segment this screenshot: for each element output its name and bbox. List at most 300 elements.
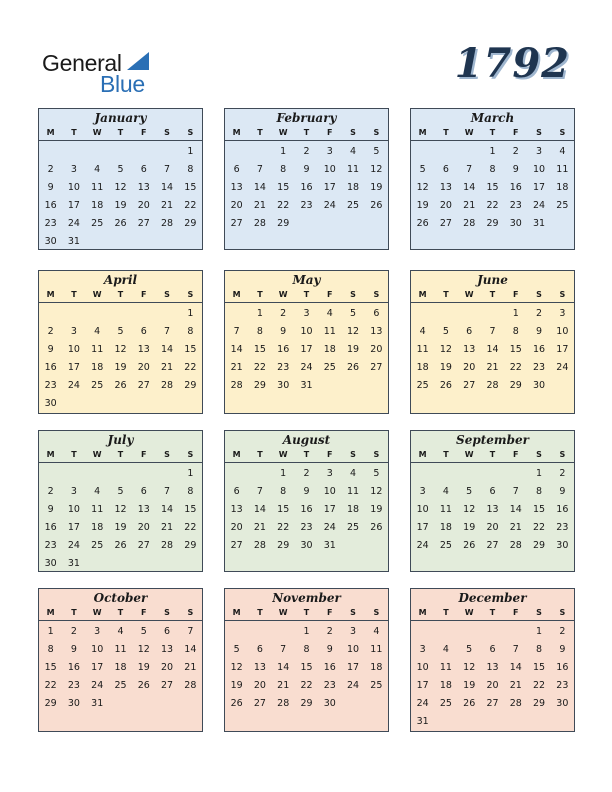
day-blank [434, 623, 457, 641]
day-cell: 2 [47, 326, 54, 337]
day-cell: 2 [70, 626, 77, 637]
day-cell: 4 [442, 486, 449, 497]
day-cell: 15 [44, 662, 57, 673]
day-cell: 7 [164, 164, 171, 175]
day-cell: 8 [187, 164, 194, 175]
day-cell: 19 [114, 362, 127, 373]
day-cell: 18 [439, 522, 452, 533]
day-cell: 3 [326, 146, 333, 157]
day-cell: 22 [184, 522, 197, 533]
day-cell: 30 [556, 540, 569, 551]
day-cell: 27 [230, 218, 243, 229]
day-cell: 17 [556, 344, 569, 355]
day-cell: 17 [323, 504, 336, 515]
weekday-label: T [257, 608, 263, 617]
day-cell: 23 [509, 200, 522, 211]
day-cell: 16 [556, 504, 569, 515]
weekday-label: F [141, 450, 147, 459]
day-blank [411, 305, 434, 323]
day-cell: 17 [416, 522, 429, 533]
weekday-header-row [225, 606, 388, 621]
day-cell: 16 [300, 182, 313, 193]
day-cell: 26 [114, 218, 127, 229]
day-cell: 20 [230, 200, 243, 211]
day-blank [458, 623, 481, 641]
day-grid [225, 463, 388, 555]
day-blank [248, 623, 271, 641]
brand-triangle-icon [127, 52, 149, 70]
day-cell: 15 [509, 344, 522, 355]
month-title: August [282, 433, 331, 447]
weekday-label: M [46, 608, 55, 617]
day-cell: 29 [184, 380, 197, 391]
weekday-label: F [327, 128, 333, 137]
day-cell: 29 [44, 698, 57, 709]
day-cell: 25 [91, 540, 104, 551]
day-cell: 3 [70, 326, 77, 337]
day-cell: 20 [137, 200, 150, 211]
day-cell: 24 [323, 200, 336, 211]
weekday-label: T [489, 290, 496, 299]
day-cell: 16 [44, 200, 57, 211]
day-cell: 13 [230, 182, 243, 193]
day-cell: 15 [300, 662, 313, 673]
day-blank [39, 305, 62, 323]
weekday-label: S [559, 290, 566, 299]
weekday-label: T [117, 608, 124, 617]
day-cell: 9 [47, 182, 54, 193]
day-cell: 12 [114, 344, 127, 355]
weekday-label: S [187, 290, 194, 299]
day-cell: 18 [91, 522, 104, 533]
day-cell: 12 [416, 182, 429, 193]
day-cell: 31 [67, 236, 80, 247]
weekday-label: T [71, 128, 77, 137]
day-cell: 4 [350, 146, 357, 157]
weekday-label: T [71, 290, 77, 299]
day-grid [39, 621, 202, 713]
day-cell: 18 [370, 662, 383, 673]
day-cell: 8 [256, 326, 263, 337]
weekday-label: W [464, 450, 474, 459]
day-cell: 28 [253, 540, 266, 551]
day-cell: 29 [486, 218, 499, 229]
weekday-label: S [536, 128, 542, 137]
day-cell: 29 [300, 698, 313, 709]
day-cell: 5 [373, 468, 380, 479]
day-cell: 28 [253, 218, 266, 229]
weekday-label: S [559, 608, 566, 617]
day-cell: 19 [114, 522, 127, 533]
day-cell: 30 [509, 218, 522, 229]
day-cell: 25 [347, 522, 360, 533]
day-cell: 16 [67, 662, 80, 673]
day-cell: 3 [419, 486, 426, 497]
day-blank [62, 465, 85, 483]
weekday-label: M [232, 450, 241, 459]
day-blank [109, 305, 132, 323]
day-cell: 13 [161, 644, 174, 655]
day-cell: 24 [347, 680, 360, 691]
day-cell: 19 [114, 200, 127, 211]
weekday-label: T [257, 128, 263, 137]
day-cell: 31 [91, 698, 104, 709]
day-cell: 16 [300, 504, 313, 515]
day-cell: 26 [416, 218, 429, 229]
day-cell: 21 [161, 200, 174, 211]
day-cell: 13 [463, 344, 476, 355]
day-cell: 4 [373, 626, 380, 637]
day-cell: 12 [370, 486, 383, 497]
day-cell: 27 [230, 540, 243, 551]
day-cell: 12 [463, 504, 476, 515]
day-cell: 26 [463, 540, 476, 551]
day-cell: 29 [509, 380, 522, 391]
day-cell: 25 [91, 380, 104, 391]
day-cell: 28 [161, 380, 174, 391]
day-grid [411, 141, 574, 233]
day-cell: 12 [230, 662, 243, 673]
weekday-label: S [373, 290, 380, 299]
day-cell: 24 [67, 540, 80, 551]
day-cell: 5 [350, 308, 357, 319]
weekday-label: S [164, 450, 170, 459]
day-cell: 11 [91, 504, 104, 515]
day-cell: 27 [137, 540, 150, 551]
day-cell: 21 [161, 522, 174, 533]
day-cell: 21 [161, 362, 174, 373]
day-cell: 16 [277, 344, 290, 355]
day-cell: 25 [347, 200, 360, 211]
day-grid [411, 621, 574, 731]
day-cell: 19 [416, 200, 429, 211]
day-cell: 5 [466, 486, 473, 497]
day-cell: 9 [47, 504, 54, 515]
day-cell: 6 [466, 326, 473, 337]
day-cell: 27 [486, 540, 499, 551]
weekday-header-row [225, 288, 388, 303]
day-cell: 13 [486, 504, 499, 515]
day-cell: 22 [44, 680, 57, 691]
day-cell: 23 [67, 680, 80, 691]
month-panel-february [224, 108, 389, 250]
day-cell: 15 [486, 182, 499, 193]
day-cell: 23 [556, 522, 569, 533]
day-cell: 6 [489, 644, 496, 655]
day-cell: 14 [486, 344, 499, 355]
day-cell: 19 [463, 680, 476, 691]
day-cell: 14 [509, 504, 522, 515]
day-blank [109, 465, 132, 483]
day-cell: 9 [512, 164, 519, 175]
day-cell: 10 [300, 326, 313, 337]
weekday-header-row [411, 288, 574, 303]
day-cell: 16 [44, 362, 57, 373]
day-cell: 24 [67, 218, 80, 229]
weekday-header-row [411, 126, 574, 141]
day-cell: 27 [137, 380, 150, 391]
day-cell: 20 [253, 680, 266, 691]
day-cell: 3 [326, 468, 333, 479]
weekday-label: M [418, 608, 427, 617]
day-cell: 19 [230, 680, 243, 691]
day-cell: 1 [536, 626, 543, 637]
weekday-header-row [39, 126, 202, 141]
day-cell: 13 [370, 326, 383, 337]
day-cell: 10 [67, 344, 80, 355]
weekday-label: M [232, 290, 241, 299]
day-cell: 15 [277, 504, 290, 515]
day-cell: 14 [161, 182, 174, 193]
weekday-label: W [92, 450, 102, 459]
day-cell: 27 [439, 218, 452, 229]
day-cell: 18 [347, 182, 360, 193]
month-panel-december [410, 588, 575, 732]
weekday-label: F [327, 290, 333, 299]
day-blank [86, 305, 109, 323]
weekday-label: S [187, 608, 194, 617]
day-cell: 14 [253, 182, 266, 193]
day-cell: 31 [300, 380, 313, 391]
day-grid [225, 621, 388, 713]
weekday-label: T [257, 290, 263, 299]
weekday-label: W [92, 128, 102, 137]
day-cell: 6 [233, 164, 240, 175]
month-title: September [456, 433, 529, 447]
day-cell: 21 [184, 662, 197, 673]
weekday-label: W [464, 290, 474, 299]
day-cell: 29 [184, 540, 197, 551]
day-cell: 2 [536, 308, 543, 319]
day-cell: 11 [439, 662, 452, 673]
day-cell: 1 [280, 146, 287, 157]
month-title: January [94, 111, 147, 125]
day-cell: 31 [67, 558, 80, 569]
day-cell: 3 [70, 486, 77, 497]
weekday-label: F [513, 128, 519, 137]
day-blank [155, 465, 178, 483]
day-cell: 30 [67, 698, 80, 709]
day-cell: 14 [161, 344, 174, 355]
weekday-label: S [350, 290, 356, 299]
day-blank [458, 465, 481, 483]
day-cell: 2 [512, 146, 519, 157]
day-cell: 1 [512, 308, 519, 319]
month-title: December [458, 591, 527, 605]
day-cell: 27 [137, 218, 150, 229]
day-cell: 21 [253, 200, 266, 211]
day-cell: 11 [439, 504, 452, 515]
day-cell: 28 [463, 218, 476, 229]
day-cell: 8 [280, 486, 287, 497]
day-cell: 27 [486, 698, 499, 709]
day-cell: 24 [323, 522, 336, 533]
weekday-label: M [46, 450, 55, 459]
brand-logo [42, 46, 172, 96]
day-cell: 13 [137, 504, 150, 515]
day-blank [504, 623, 527, 641]
day-cell: 15 [277, 182, 290, 193]
day-cell: 17 [416, 680, 429, 691]
day-cell: 19 [347, 344, 360, 355]
day-cell: 20 [161, 662, 174, 673]
day-cell: 15 [184, 504, 197, 515]
day-cell: 5 [117, 164, 124, 175]
day-cell: 12 [370, 164, 383, 175]
weekday-label: W [278, 128, 288, 137]
day-cell: 12 [463, 662, 476, 673]
day-cell: 22 [184, 362, 197, 373]
day-cell: 17 [300, 344, 313, 355]
day-cell: 1 [187, 146, 194, 157]
day-cell: 7 [233, 326, 240, 337]
weekday-label: M [232, 128, 241, 137]
day-cell: 19 [370, 182, 383, 193]
weekday-label: S [164, 128, 170, 137]
weekday-label: T [489, 608, 496, 617]
day-cell: 14 [253, 504, 266, 515]
day-cell: 13 [137, 182, 150, 193]
weekday-label: T [489, 128, 496, 137]
day-cell: 11 [323, 326, 336, 337]
day-cell: 29 [533, 698, 546, 709]
month-panel-january [38, 108, 203, 250]
weekday-label: S [164, 608, 170, 617]
weekday-label: F [141, 290, 147, 299]
weekday-label: T [117, 450, 124, 459]
day-cell: 26 [370, 200, 383, 211]
day-cell: 15 [184, 182, 197, 193]
day-cell: 26 [230, 698, 243, 709]
day-cell: 10 [67, 504, 80, 515]
day-cell: 8 [489, 164, 496, 175]
day-cell: 28 [277, 698, 290, 709]
brand-name-blue: Blue [100, 71, 145, 97]
day-cell: 10 [556, 326, 569, 337]
month-title: October [93, 591, 148, 605]
day-cell: 15 [184, 344, 197, 355]
day-cell: 9 [536, 326, 543, 337]
day-cell: 5 [117, 326, 124, 337]
day-cell: 3 [350, 626, 357, 637]
day-cell: 4 [94, 326, 101, 337]
day-cell: 25 [91, 218, 104, 229]
day-cell: 10 [67, 182, 80, 193]
day-cell: 9 [47, 344, 54, 355]
day-cell: 8 [187, 486, 194, 497]
month-panel-june [410, 270, 575, 414]
day-cell: 14 [509, 662, 522, 673]
day-cell: 29 [533, 540, 546, 551]
day-cell: 13 [137, 344, 150, 355]
weekday-label: W [92, 290, 102, 299]
weekday-label: T [443, 608, 449, 617]
day-cell: 8 [47, 644, 54, 655]
day-cell: 9 [326, 644, 333, 655]
day-cell: 1 [303, 626, 310, 637]
day-cell: 2 [326, 626, 333, 637]
weekday-label: T [303, 290, 310, 299]
day-cell: 13 [253, 662, 266, 673]
day-cell: 12 [137, 644, 150, 655]
day-cell: 22 [300, 680, 313, 691]
day-cell: 2 [559, 468, 566, 479]
weekday-label: S [350, 128, 356, 137]
weekday-label: S [187, 450, 194, 459]
day-cell: 18 [416, 362, 429, 373]
day-blank [132, 465, 155, 483]
day-cell: 24 [91, 680, 104, 691]
day-cell: 4 [350, 468, 357, 479]
day-cell: 6 [373, 308, 380, 319]
day-cell: 28 [486, 380, 499, 391]
day-cell: 4 [442, 644, 449, 655]
day-cell: 6 [233, 486, 240, 497]
weekday-label: T [71, 450, 77, 459]
day-cell: 9 [70, 644, 77, 655]
day-cell: 13 [439, 182, 452, 193]
day-cell: 18 [91, 200, 104, 211]
day-blank [248, 143, 271, 161]
weekday-label: T [117, 128, 124, 137]
day-cell: 7 [512, 486, 519, 497]
day-cell: 24 [300, 362, 313, 373]
day-cell: 22 [533, 680, 546, 691]
day-blank [225, 465, 248, 483]
day-cell: 5 [233, 644, 240, 655]
day-cell: 22 [533, 522, 546, 533]
day-cell: 3 [94, 626, 101, 637]
day-cell: 10 [323, 486, 336, 497]
month-panel-july [38, 430, 203, 572]
day-cell: 3 [536, 146, 543, 157]
day-blank [481, 623, 504, 641]
day-cell: 24 [416, 698, 429, 709]
day-cell: 9 [559, 644, 566, 655]
day-cell: 7 [256, 486, 263, 497]
day-cell: 21 [253, 522, 266, 533]
weekday-label: M [418, 128, 427, 137]
day-cell: 18 [114, 662, 127, 673]
day-cell: 28 [184, 680, 197, 691]
day-blank [411, 465, 434, 483]
day-grid [225, 141, 388, 233]
day-cell: 20 [137, 362, 150, 373]
day-cell: 3 [559, 308, 566, 319]
month-title: May [292, 273, 321, 287]
day-cell: 29 [184, 218, 197, 229]
weekday-label: F [513, 608, 519, 617]
day-cell: 6 [256, 644, 263, 655]
day-cell: 7 [489, 326, 496, 337]
day-blank [155, 143, 178, 161]
day-cell: 30 [323, 698, 336, 709]
day-cell: 22 [277, 522, 290, 533]
month-panel-august [224, 430, 389, 572]
day-cell: 12 [439, 344, 452, 355]
weekday-label: W [278, 608, 288, 617]
month-panel-may [224, 270, 389, 414]
day-cell: 7 [466, 164, 473, 175]
day-cell: 30 [44, 236, 57, 247]
weekday-label: W [92, 608, 102, 617]
day-cell: 26 [347, 362, 360, 373]
weekday-label: S [373, 608, 380, 617]
day-cell: 10 [533, 164, 546, 175]
day-blank [411, 143, 434, 161]
day-cell: 16 [44, 522, 57, 533]
month-panel-april [38, 270, 203, 414]
